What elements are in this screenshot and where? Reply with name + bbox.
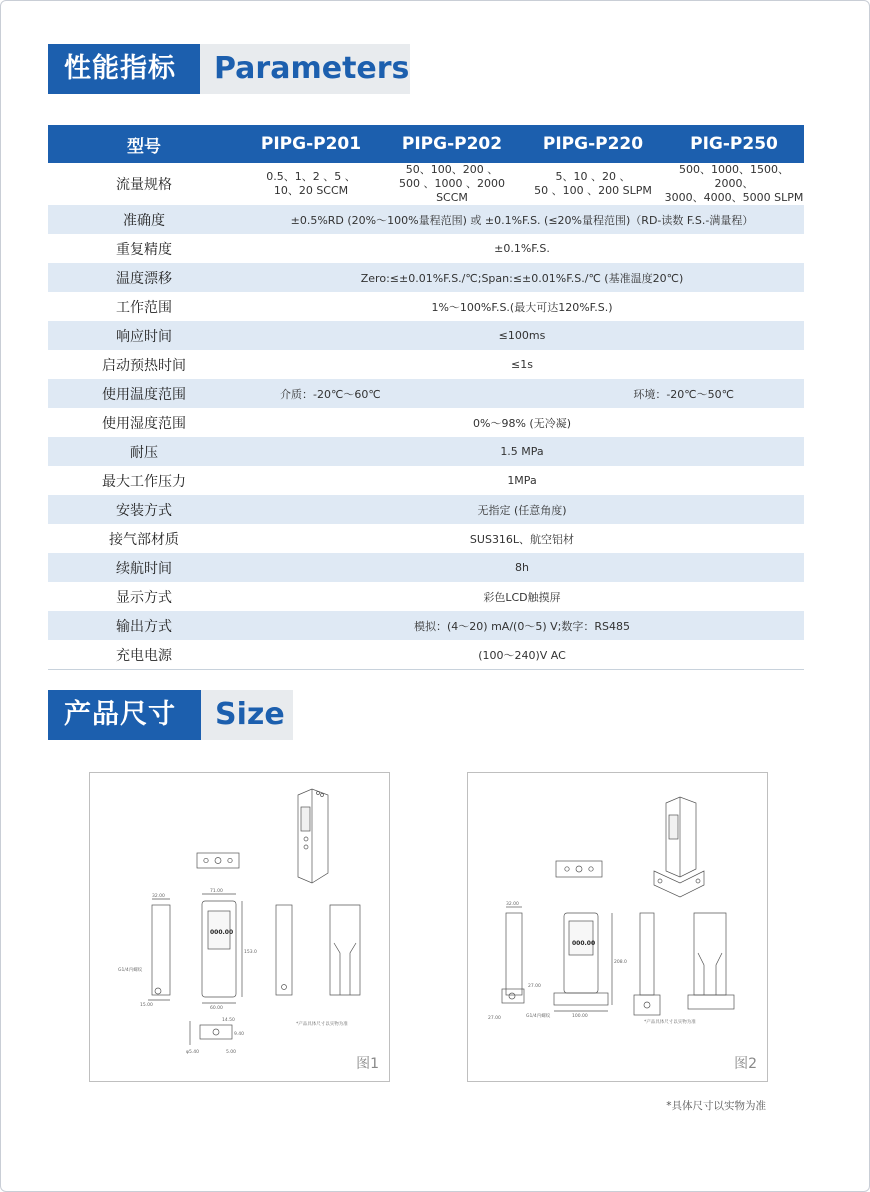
row-label: 充电电源	[48, 640, 240, 670]
row-value: 1.5 MPa	[240, 437, 804, 466]
row-value: 模拟：(4～20) mA/(0～5) V;数字：RS485	[240, 611, 804, 640]
row-value: SUS316L、航空铝材	[469, 532, 575, 546]
table-row-max-pressure	[48, 466, 804, 495]
row-label: 流量规格	[116, 177, 172, 193]
row-value: 1%～100%F.S.(最大可达120%F.S.)	[431, 300, 613, 314]
side-view-left	[152, 905, 170, 995]
row-value: ±0.5%RD (20%～100%量程范围) 或 ±0.1%F.S. (≤20%量程范围)（RD-读数 F.S.-满量程）	[240, 205, 804, 234]
dim-hole: G1/4内螺纹	[118, 968, 143, 973]
size-title-cn: 产品尺寸	[48, 690, 201, 740]
iso-body	[298, 789, 328, 883]
row-value: ≤100ms	[240, 321, 804, 350]
dim-height: 208.0	[614, 960, 627, 965]
header-pipg-p220: PIPG-P220	[522, 125, 664, 163]
flow-p202-line2: 500 、1000 、2000 SCCM	[399, 177, 505, 204]
flow-p202	[382, 163, 522, 205]
dim-top: 32.00	[506, 902, 519, 907]
table-row-material	[48, 524, 804, 553]
parameters-title-en: Parameters	[200, 44, 410, 94]
flow-p220	[522, 163, 664, 205]
dim-h2: 27.00	[528, 984, 541, 989]
row-value: 0%～98% (无冷凝)	[473, 416, 571, 430]
row-value: ±0.1%F.S.	[494, 242, 550, 255]
parameters-section-header	[48, 44, 410, 94]
row-value: 无指定 (任意角度)	[240, 495, 804, 524]
table-row-repeatability	[48, 234, 804, 263]
flow-p201	[240, 163, 382, 205]
row-value: 8h	[240, 553, 804, 582]
drawing-2-svg	[468, 773, 767, 1081]
dim-side: 27.00	[488, 1016, 501, 1021]
figure-1-label: 图1	[356, 1056, 379, 1072]
flow-p220-line1: 5、10 、20 、	[555, 170, 631, 183]
table-row-power	[48, 640, 804, 670]
table-row-temp-range	[48, 379, 804, 408]
table-row-output	[48, 611, 804, 640]
table-row-response-time	[48, 321, 804, 350]
flow-p201-line1: 0.5、1、2 、5 、	[266, 170, 356, 183]
drawing-note-2: *产品具体尺寸以实物为准	[644, 1020, 696, 1025]
ambient-temp: 环境：-20℃～50℃	[633, 387, 734, 401]
row-label: 最大工作压力	[102, 473, 186, 490]
table-row-mounting	[48, 495, 804, 524]
display-value-2: 000.00	[572, 940, 596, 947]
row-label: 显示方式	[116, 589, 172, 606]
table-row-flow	[48, 163, 804, 205]
row-label: 使用湿度范围	[102, 415, 186, 432]
table-row-warmup	[48, 350, 804, 379]
row-value: 1MPa	[507, 474, 537, 487]
table-row-humidity	[48, 408, 804, 437]
table-row-working-range	[48, 292, 804, 321]
row-label: 温度漂移	[48, 263, 240, 292]
dim-side: 15.00	[140, 1003, 153, 1008]
temp-range-split	[240, 386, 804, 402]
row-label: 接气部材质	[109, 531, 179, 548]
flow-p202-line1: 50、100、200 、	[405, 163, 499, 176]
dim-hole: G1/4内螺纹	[526, 1014, 551, 1019]
dim-d1: 14.50	[222, 1018, 235, 1023]
row-label: 耐压	[48, 437, 240, 466]
row-label: 续航时间	[48, 553, 240, 582]
dim-d4: 5.00	[226, 1050, 237, 1055]
flow-p201-line2: 10、20 SCCM	[273, 184, 349, 197]
table-row-pressure-rating	[48, 437, 804, 466]
row-label: 使用温度范围	[48, 379, 240, 408]
dim-d3: φ5.40	[186, 1050, 199, 1055]
dimension-drawing-1	[89, 772, 390, 1082]
footnote: *具体尺寸以实物为准	[666, 1100, 766, 1112]
row-label: 启动预热时间	[102, 357, 186, 374]
header-pipg-p202: PIPG-P202	[382, 125, 522, 163]
row-value: 彩色LCD触摸屏	[483, 590, 561, 604]
flow-p250-line2: 3000、4000、5000 SLPM	[664, 191, 804, 204]
dim-d2: 9.40	[234, 1032, 245, 1037]
table-row-temp-drift	[48, 263, 804, 292]
flow-p250-line1: 500、1000、1500、2000、	[679, 163, 789, 190]
size-section-header	[48, 690, 293, 740]
parameters-title-cn: 性能指标	[48, 44, 200, 94]
medium-temp: 介质：-20℃～60℃	[280, 387, 381, 401]
table-row-battery	[48, 553, 804, 582]
row-label: 准确度	[48, 205, 240, 234]
header-pipg-p201: PIPG-P201	[240, 125, 382, 163]
drawing-1-svg	[90, 773, 389, 1081]
figure-2-label: 图2	[734, 1056, 757, 1072]
row-label: 输出方式	[48, 611, 240, 640]
header-model: 型号	[48, 125, 240, 163]
flow-p220-line2: 50 、100 、200 SLPM	[534, 184, 652, 197]
row-label: 安装方式	[48, 495, 240, 524]
header-pig-p250: PIG-P250	[664, 125, 804, 163]
flow-p250	[664, 163, 804, 205]
dim-height: 153.0	[244, 950, 257, 955]
table-row-display	[48, 582, 804, 611]
row-value: (100～240)V AC	[240, 640, 804, 670]
row-label: 工作范围	[116, 299, 172, 316]
side-view-left	[506, 913, 522, 995]
table-row-accuracy	[48, 205, 804, 234]
row-value: Zero:≤±0.01%F.S./℃;Span:≤±0.01%F.S./℃ (基准温度20℃)	[240, 263, 804, 292]
display-value-1: 000.00	[210, 929, 234, 936]
drawing-note-1: *产品具体尺寸以实物为准	[296, 1022, 348, 1027]
parameters-table	[48, 125, 804, 670]
table-header-row	[48, 125, 804, 163]
size-title-en: Size	[201, 690, 293, 740]
row-value	[240, 379, 804, 408]
connector-top-view	[556, 861, 602, 877]
dim-top: 32.00	[152, 894, 165, 899]
dim-width: 100.00	[572, 1014, 588, 1019]
row-label: 重复精度	[116, 241, 172, 258]
row-value: ≤1s	[511, 358, 533, 371]
dim-base: 60.00	[210, 1006, 223, 1011]
dim-width: 71.00	[210, 889, 223, 894]
connector-top-view	[197, 853, 239, 868]
dimension-drawing-2	[467, 772, 768, 1082]
row-label: 响应时间	[48, 321, 240, 350]
